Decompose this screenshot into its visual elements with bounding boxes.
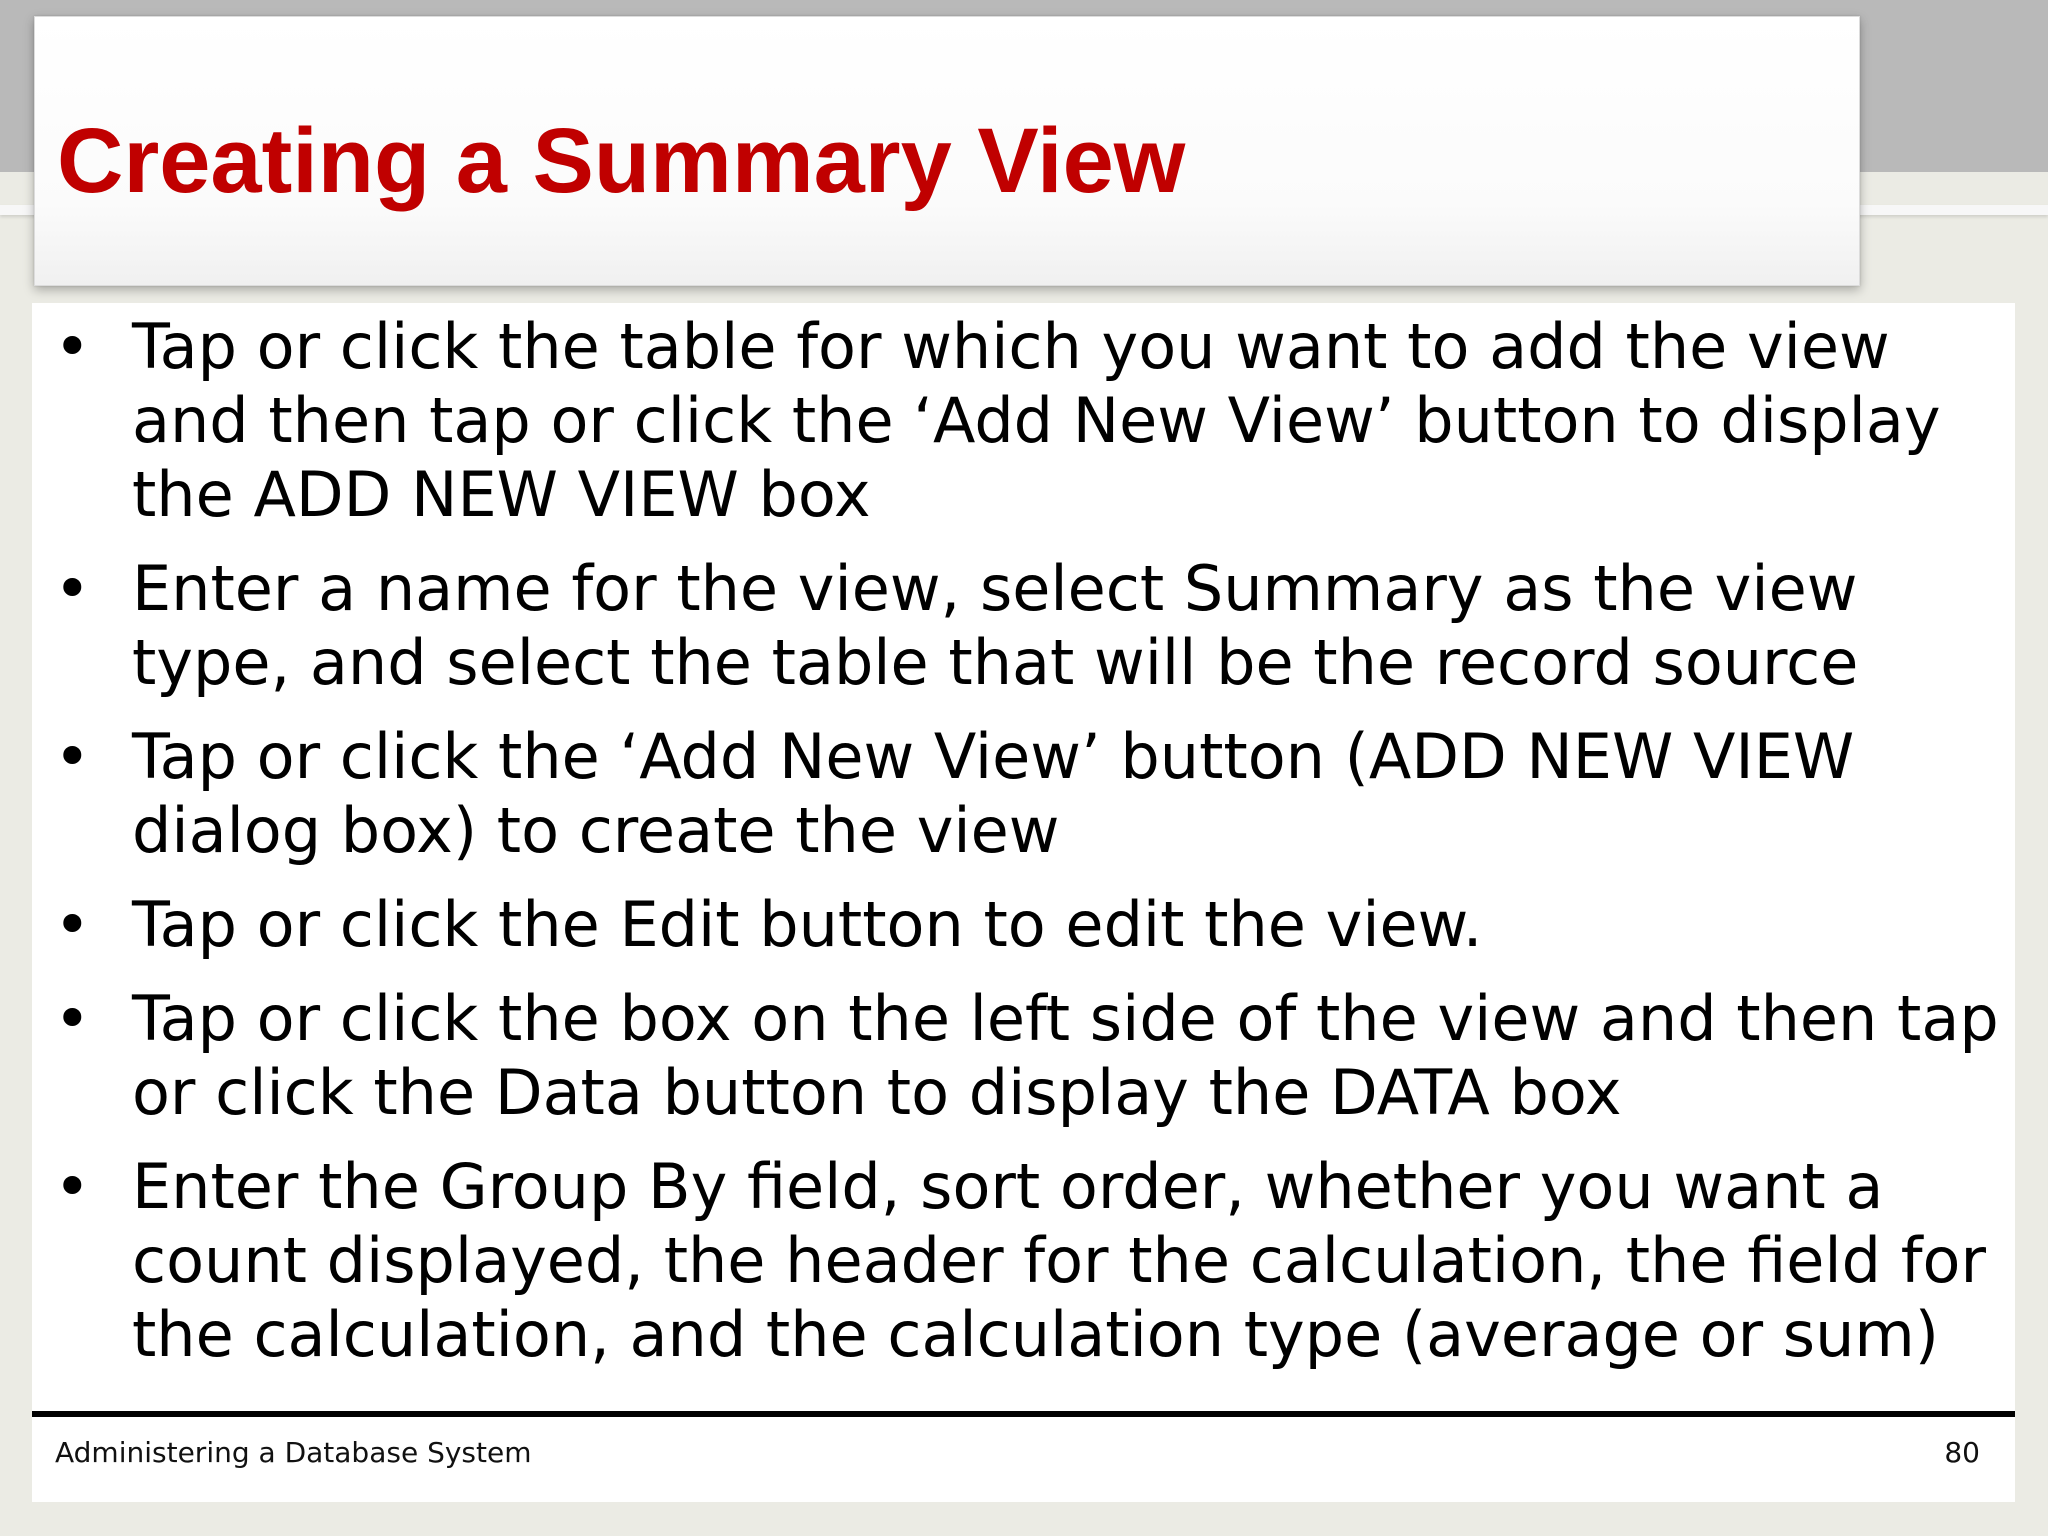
bullet-dot: •: [54, 982, 91, 1055]
bullet-text: Enter the Group By field, sort order, whether you want a count displayed, the header for the calculation, the field for the calculation, and the calculation type (average or sum): [132, 1150, 1986, 1371]
bullet-item: [50, 720, 2000, 868]
bullet-text: Tap or click the box on the left side of the view and then tap or click the Data button to display the DATA box: [132, 982, 1999, 1129]
bullet-dot: •: [54, 310, 91, 383]
bullet-item: [50, 310, 2000, 532]
bullet-item: [50, 888, 2000, 962]
slide-title: Creating a Summary View: [57, 110, 1186, 212]
slide-page-number: 80: [1944, 1436, 1980, 1469]
footer-course-title: Administering a Database System: [55, 1436, 532, 1469]
bullet-dot: •: [54, 1150, 91, 1223]
bullet-text: Enter a name for the view, select Summary as the view type, and select the table that will be the record source: [132, 552, 1859, 699]
title-box: [34, 16, 1860, 286]
bullet-item: [50, 552, 2000, 700]
bullet-item: [50, 982, 2000, 1130]
bullet-dot: •: [54, 888, 91, 961]
bullet-item: [50, 1150, 2000, 1372]
footer-divider: [32, 1411, 2015, 1417]
bullet-dot: •: [54, 552, 91, 625]
bullet-text: Tap or click the table for which you want to add the view and then tap or click the ‘Add New View’ button to display the ADD NEW VIEW box: [132, 310, 1941, 531]
bullet-text: Tap or click the Edit button to edit the view.: [132, 888, 1483, 961]
bullet-dot: •: [54, 720, 91, 793]
bullet-text: Tap or click the ‘Add New View’ button (ADD NEW VIEW dialog box) to create the view: [132, 720, 1855, 867]
bullet-list: [50, 310, 2000, 1392]
